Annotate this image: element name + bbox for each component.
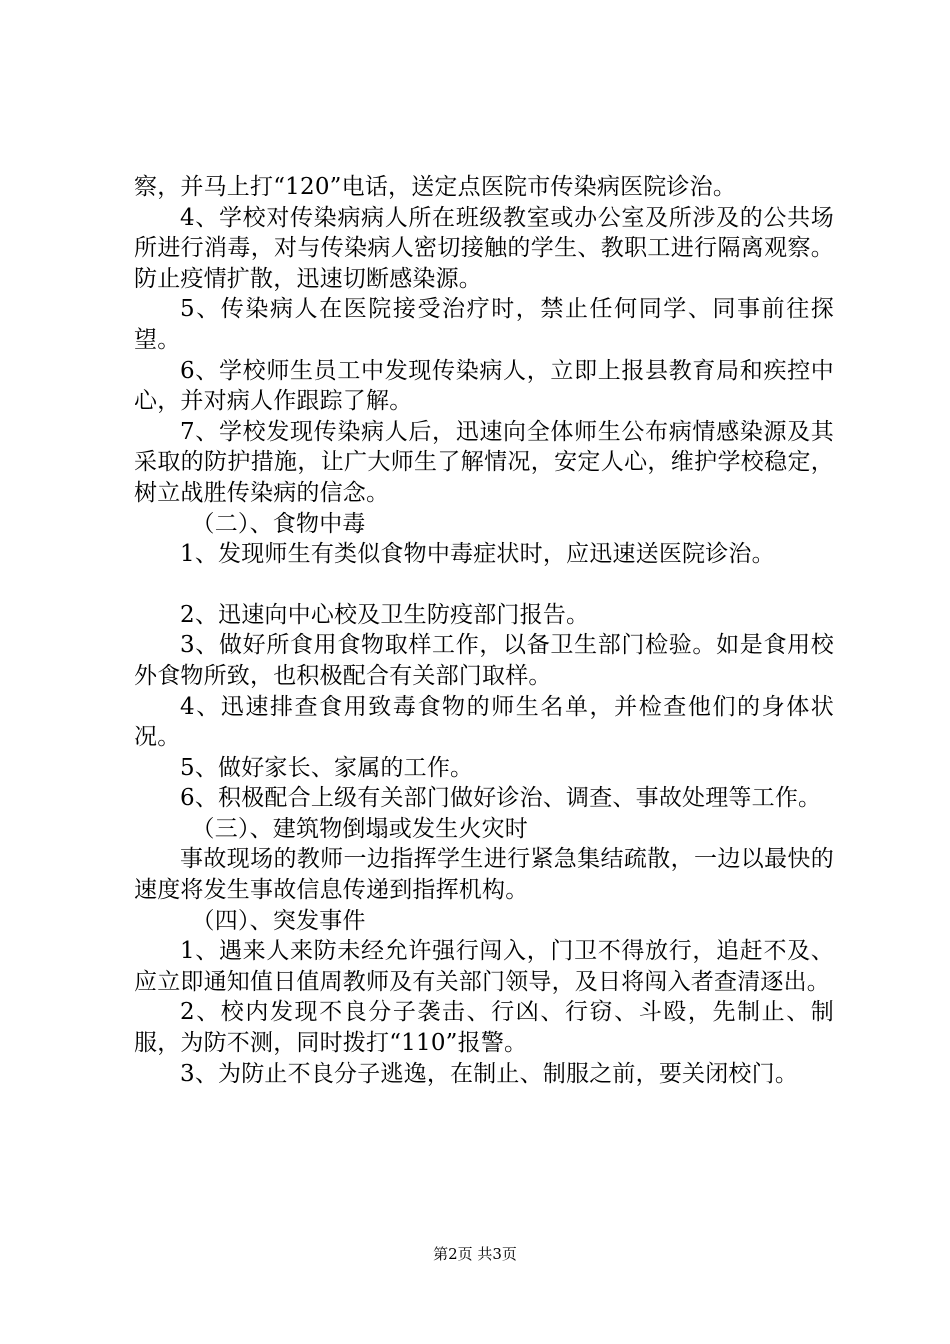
- paragraph-item-5-visiting: 5、传染病人在医院接受治疗时，禁止任何同学、同事前往探望。: [134, 296, 834, 353]
- paragraph-item-4-disinfection: 4、学校对传染病病人所在班级教室或办公室及所涉及的公共场所进行消毒，对与传染病人密切接触的学生、教职工进行隔离观察。防止疫情扩散，迅速切断感染源。: [134, 204, 834, 292]
- paragraph-emergency-item-3: 3、为防止不良分子逃逸，在制止、制服之前，要关闭校门。: [180, 1060, 799, 1087]
- section-heading-food-poisoning: （二）、食物中毒: [191, 510, 366, 537]
- paragraph-food-item-1: 1、发现师生有类似食物中毒症状时，应迅速送医院诊治。: [180, 541, 775, 568]
- paragraph-continuation: 察，并马上打“120”电话，送定点医院市传染病医院诊治。: [134, 174, 737, 200]
- paragraph-item-6-reporting: 6、学校师生员工中发现传染病人，立即上报县教育局和疾控中心，并对病人作跟踪了解。: [134, 357, 834, 415]
- paragraph-food-item-2: 2、迅速向中心校及卫生防疫部门报告。: [180, 601, 590, 628]
- paragraph-food-item-4: 4、迅速排查食用致毒食物的师生名单，并检查他们的身体状况。: [134, 693, 834, 751]
- paragraph-emergency-item-1: 1、遇来人来防未经允许强行闯入，门卫不得放行，追赶不及、应立即通知值日值周教师及有关部门领导，及日将闯入者查清逐出。: [134, 938, 834, 995]
- page-footer: 第2页 共3页: [433, 1245, 517, 1263]
- section-heading-emergency: （四）、突发事件: [191, 907, 366, 934]
- document-body: [134, 172, 834, 1089]
- section-heading-building-fire: （三）、建筑物倒塌或发生火灾时: [191, 815, 528, 842]
- paragraph-food-item-3: 3、做好所食用食物取样工作，以备卫生部门检验。如是食用校外食物所致，也积极配合有关部门取样。: [134, 632, 834, 689]
- paragraph-building-fire: 事故现场的教师一边指挥学生进行紧急集结疏散，一边以最快的速度将发生事故信息传递到指挥机构。: [134, 846, 834, 904]
- paragraph-emergency-item-2: 2、校内发现不良分子袭击、行凶、行窃、斗殴，先制止、制服，为防不测，同时拨打“110”报警。: [134, 999, 834, 1057]
- paragraph-item-7-announcement: 7、学校发现传染病人后，迅速向全体师生公布病情感染源及其采取的防护措施，让广大师生了解情况，安定人心，维护学校稳定，树立战胜传染病的信念。: [134, 418, 834, 506]
- paragraph-food-item-6: 6、积极配合上级有关部门做好诊治、调查、事故处理等工作。: [180, 785, 822, 812]
- paragraph-food-item-5: 5、做好家长、家属的工作。: [180, 754, 474, 781]
